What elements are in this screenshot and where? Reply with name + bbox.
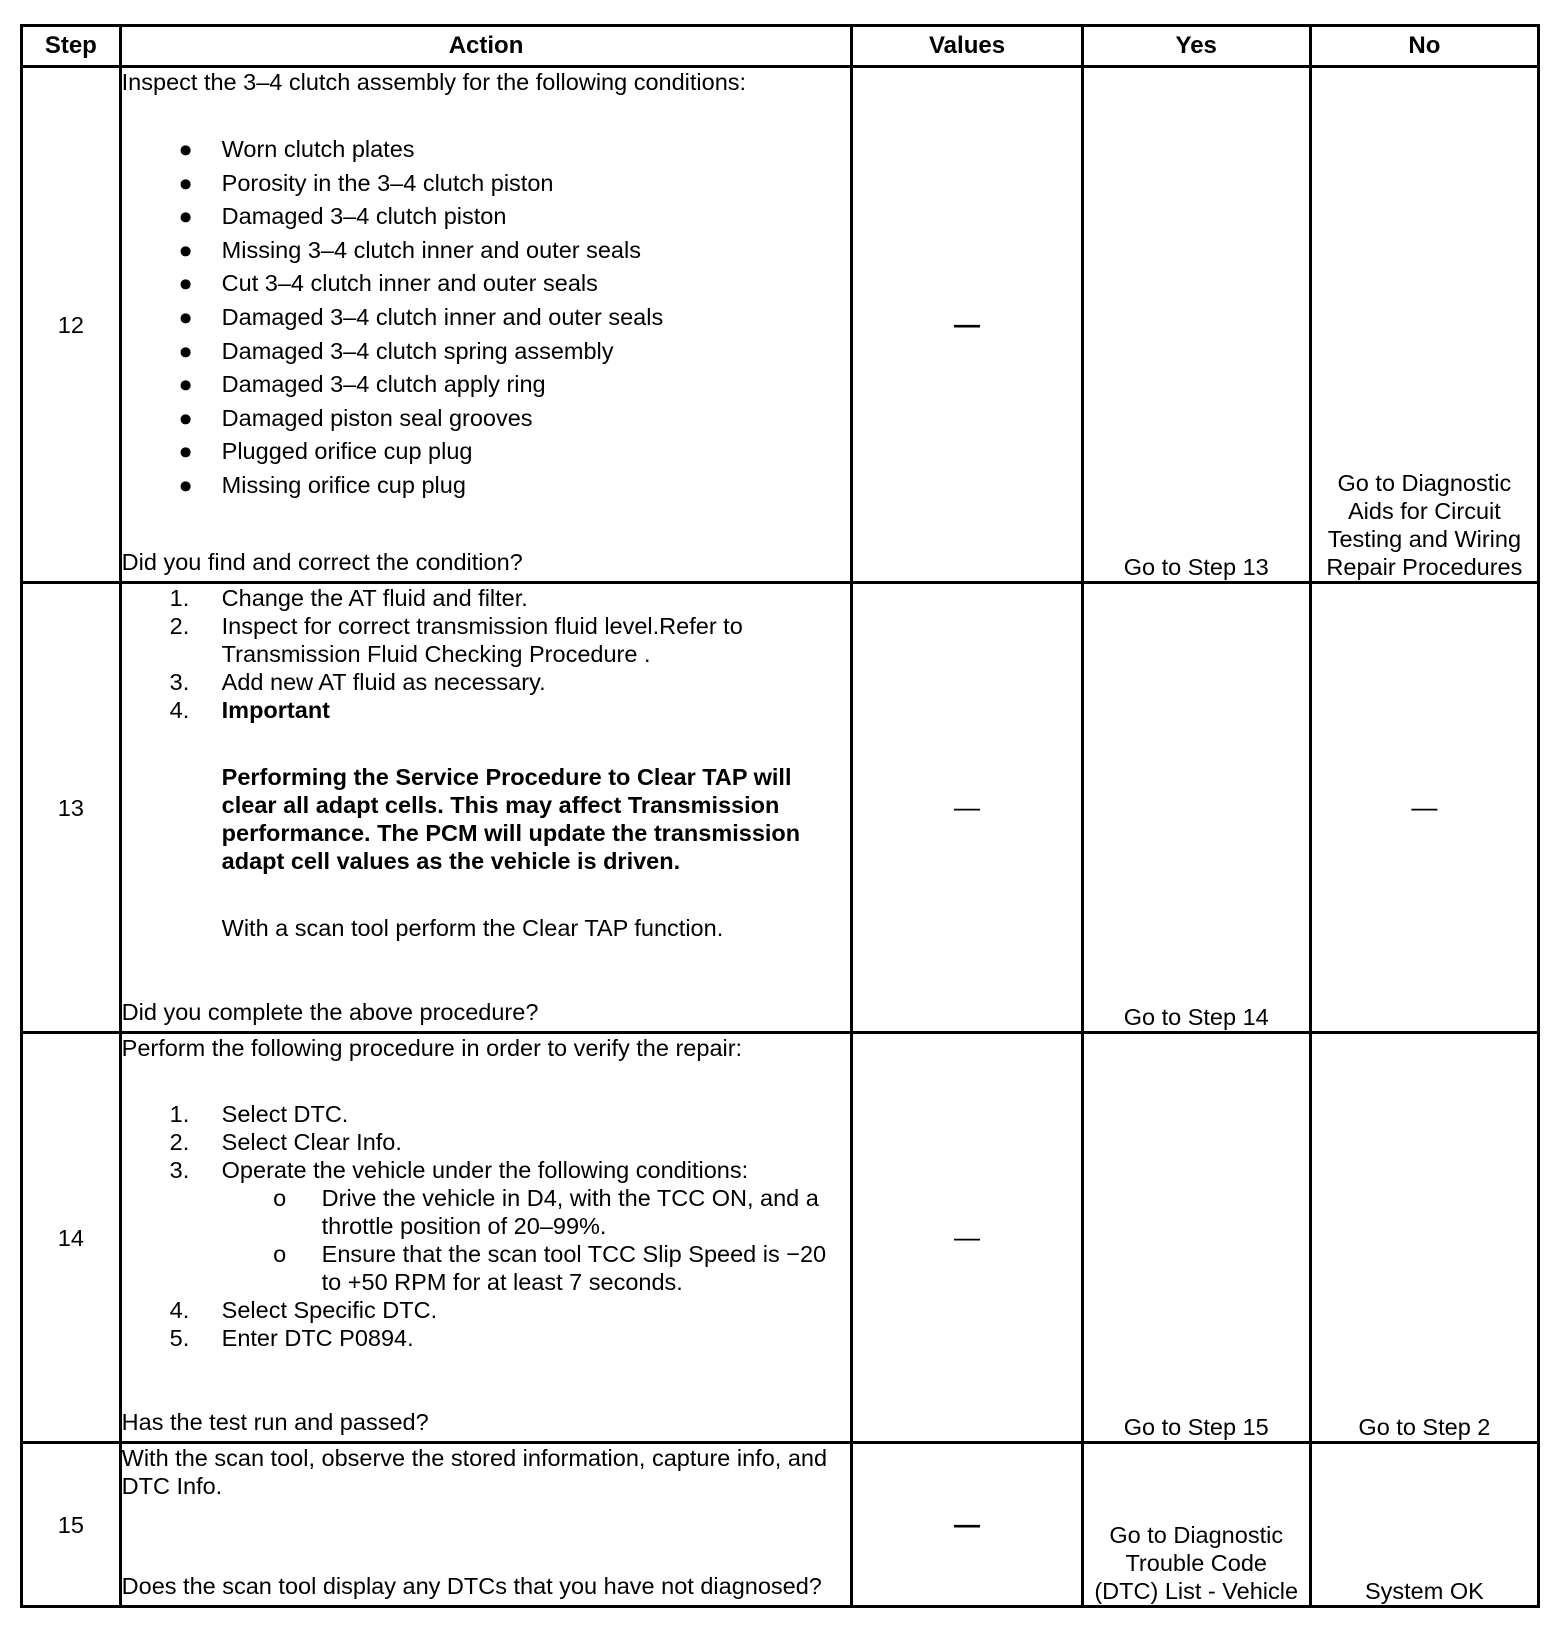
- sub-list-item: o Drive the vehicle in D4, with the TCC ON, and a throttle position of 20–99%.: [222, 1184, 851, 1240]
- bullet-icon: ●: [178, 404, 193, 431]
- no-link-text: Go to Diagnostic Aids for Circuit Testing and Wiring Repair Procedures: [1326, 470, 1523, 580]
- header-row: [22, 26, 1539, 67]
- list-item: 3. Add new AT fluid as necessary.: [169, 669, 546, 695]
- yes-cell: Go to Step 15: [1082, 1033, 1310, 1443]
- yes-cell: [1082, 1443, 1310, 1607]
- list-item: ● Damaged 3–4 clutch apply ring: [122, 368, 851, 402]
- bullet-icon: ●: [178, 337, 193, 364]
- condition-list: [122, 133, 851, 503]
- values-cell: [852, 1033, 1082, 1443]
- list-item: 1. Change the AT fluid and filter.: [169, 585, 528, 611]
- values-cell: [852, 67, 1082, 583]
- action-question: Did you complete the above procedure?: [121, 999, 539, 1025]
- list-item: 5. Enter DTC P0894.: [169, 1325, 414, 1351]
- no-cell: [1310, 583, 1538, 1033]
- value-dash: —: [954, 792, 981, 822]
- yes-cell: Go to Step 14: [1082, 583, 1310, 1033]
- values-cell: [852, 1443, 1082, 1607]
- list-item: ● Cut 3–4 clutch inner and outer seals: [122, 267, 851, 301]
- yes-cell: Go to Step 13: [1082, 67, 1310, 583]
- action-intro: With the scan tool, observe the stored information, capture info, and DTC Info.: [121, 1445, 828, 1499]
- list-item: 2. Inspect for correct transmission fluid level.Refer to Transmission Fluid Checking Procedure .: [169, 613, 743, 667]
- value-dash: —: [954, 309, 981, 339]
- table-row-step-12: [22, 67, 1539, 583]
- procedure-list: [122, 1100, 851, 1352]
- action-intro: Perform the following procedure in order to verify the repair:: [121, 1035, 743, 1061]
- action-cell: [120, 583, 852, 1033]
- list-item: ● Plugged orifice cup plug: [122, 435, 851, 469]
- list-item: ● Missing orifice cup plug: [122, 469, 851, 503]
- action-question: Has the test run and passed?: [121, 1409, 429, 1435]
- action-cell: [120, 1443, 852, 1607]
- list-item: 4. Important Performing the Service Procedure to Clear TAP will clear all adapt cells. This may affect Transmission performance. The PCM will update the transmission adapt cell values as the vehicle is driven. With a scan tool perform the Clear TAP function.: [122, 696, 851, 942]
- scan-instruction: With a scan tool perform the Clear TAP function.: [221, 915, 724, 941]
- list-item: 2. Select Clear Info.: [169, 1129, 402, 1155]
- list-item: ● Missing 3–4 clutch inner and outer seals: [122, 234, 851, 268]
- sub-list-item: o Ensure that the scan tool TCC Slip Speed is −20 to +50 RPM for at least 7 seconds.: [222, 1240, 851, 1296]
- value-dash: —: [954, 1509, 981, 1539]
- value-dash: —: [954, 1222, 981, 1252]
- yes-link-text: Go to Diagnostic Trouble Code (DTC) List - Vehicle: [1094, 1522, 1299, 1604]
- table-row-step-14: [22, 1033, 1539, 1443]
- circle-bullet-icon: o: [273, 1241, 287, 1267]
- step-number: 15: [22, 1443, 121, 1607]
- sub-condition-list: [222, 1184, 851, 1296]
- step-number: 14: [22, 1033, 121, 1443]
- list-item: 3. Operate the vehicle under the following conditions: o Drive the vehicle in D4, with the TCC ON, and a throttle position of 20–99%. o Ensure that the scan tool TCC Slip Speed is −20 to +50 RPM for at least 7 seconds.: [122, 1156, 851, 1296]
- list-item: ● Damaged 3–4 clutch inner and outer seals: [122, 301, 851, 335]
- header-step: Step: [22, 26, 121, 67]
- no-cell: Go to Step 2: [1310, 1033, 1538, 1443]
- procedure-list: [122, 584, 851, 942]
- list-item: 1. Select DTC.: [169, 1101, 349, 1127]
- bullet-icon: ●: [178, 303, 193, 330]
- important-label: Important: [221, 697, 331, 723]
- list-item: 4. Select Specific DTC.: [169, 1297, 438, 1323]
- bullet-icon: ●: [178, 236, 193, 263]
- header-values: Values: [852, 26, 1082, 67]
- circle-bullet-icon: o: [273, 1185, 287, 1211]
- bullet-icon: ●: [178, 203, 193, 230]
- action-cell: [120, 67, 852, 583]
- table-row-step-13: [22, 583, 1539, 1033]
- header-action: Action: [120, 26, 852, 67]
- step-number: 13: [22, 583, 121, 1033]
- no-dash: —: [1411, 792, 1438, 822]
- list-item: ● Porosity in the 3–4 clutch piston: [122, 167, 851, 201]
- important-note: Performing the Service Procedure to Clear TAP will clear all adapt cells. This may affect Transmission performance. The PCM will update the transmission adapt cell values as the vehicle is driven.: [221, 764, 801, 874]
- bullet-icon: ●: [178, 169, 193, 196]
- header-yes: Yes: [1082, 26, 1310, 67]
- table-row-step-15: [22, 1443, 1539, 1607]
- bullet-icon: ●: [178, 371, 193, 398]
- values-cell: [852, 583, 1082, 1033]
- bullet-icon: ●: [178, 270, 193, 297]
- list-item: ● Damaged 3–4 clutch spring assembly: [122, 335, 851, 369]
- no-cell: System OK: [1310, 1443, 1538, 1607]
- action-question: Did you find and correct the condition?: [121, 549, 523, 575]
- action-cell: [120, 1033, 852, 1443]
- bullet-icon: ●: [178, 438, 193, 465]
- step-number: 12: [22, 67, 121, 583]
- list-item: ● Damaged 3–4 clutch piston: [122, 200, 851, 234]
- action-intro: Inspect the 3–4 clutch assembly for the following conditions:: [121, 69, 747, 95]
- list-item: ● Damaged piston seal grooves: [122, 402, 851, 436]
- bullet-icon: ●: [178, 136, 193, 162]
- diagnostic-table: [20, 24, 1540, 1608]
- header-no: No: [1310, 26, 1538, 67]
- no-cell: [1310, 67, 1538, 583]
- bullet-icon: ●: [178, 471, 193, 498]
- list-item: ● Worn clutch plates: [122, 133, 851, 167]
- action-question: Does the scan tool display any DTCs that you have not diagnosed?: [121, 1573, 822, 1599]
